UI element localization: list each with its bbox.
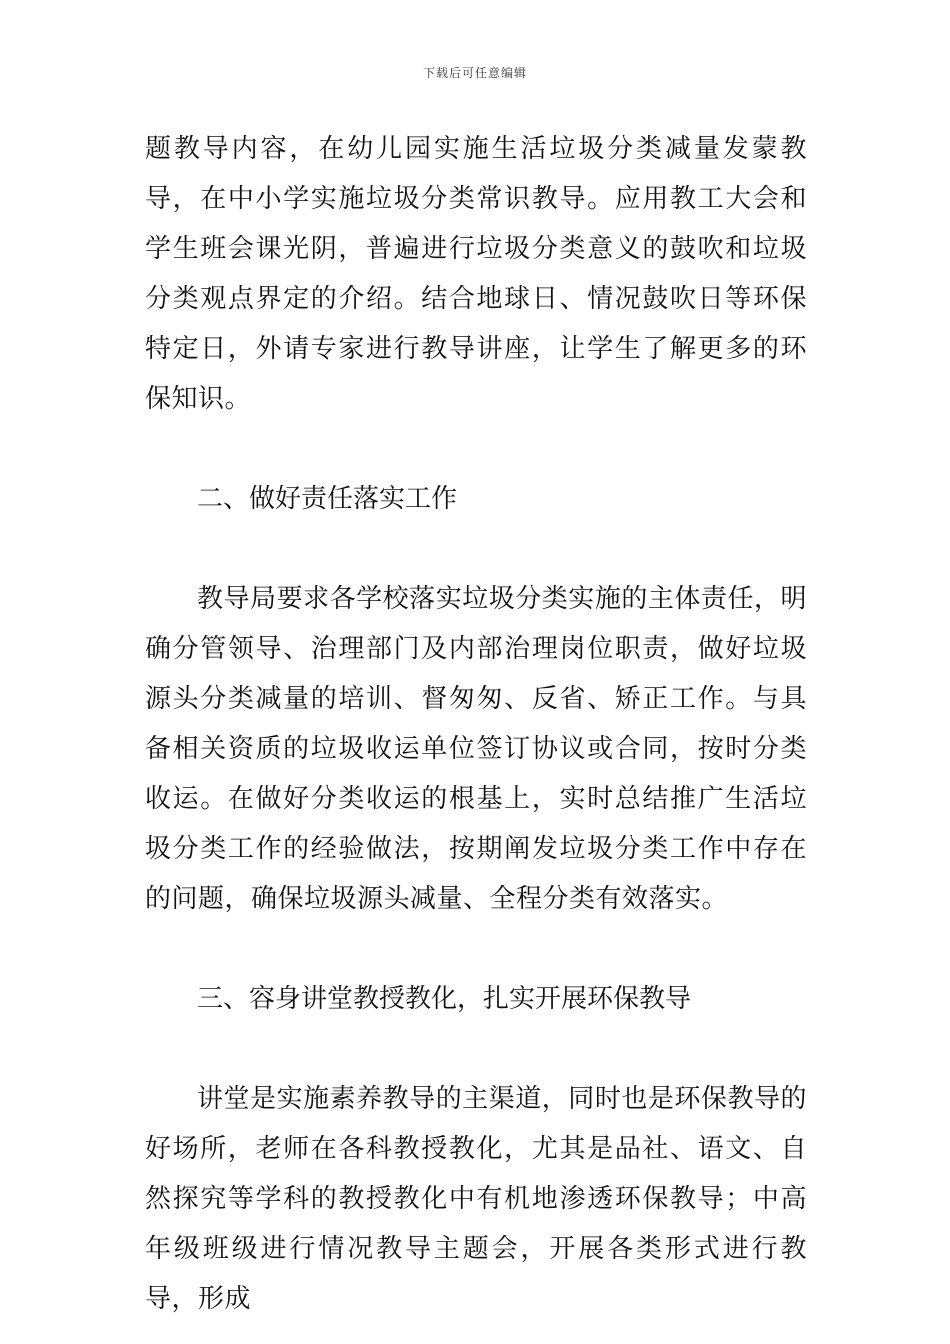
paragraph-gap bbox=[145, 924, 807, 974]
paragraph-gap bbox=[145, 524, 807, 574]
document-body bbox=[145, 124, 807, 1324]
paragraph-1: 题教导内容，在幼儿园实施生活垃圾分类减量发蒙教导，在中小学实施垃圾分类常识教导。应用教工大会和学生班会课光阴，普遍进行垃圾分类意义的鼓吹和垃圾分类观点界定的介绍。结合地球日、情况鼓吹日等环保特定日，外请专家进行教导讲座，让学生了解更多的环保知识。 bbox=[145, 134, 807, 414]
paragraph-gap bbox=[145, 424, 807, 474]
paragraph-3: 讲堂是实施素养教导的主渠道，同时也是环保教导的好场所，老师在各科教授教化，尤其是品社、语文、自然探究等学科的教授教化中有机地渗透环保教导；中高年级班级进行情况教导主题会，开展各类形式进行教导，形成 bbox=[145, 1084, 807, 1314]
section-heading-3: 三、容身讲堂教授教化，扎实开展环保教导 bbox=[197, 984, 692, 1014]
paragraph-gap bbox=[145, 1024, 807, 1074]
page-header: 下载后可任意编辑 bbox=[422, 66, 527, 80]
paragraph-2: 教导局要求各学校落实垃圾分类实施的主体责任，明确分管领导、治理部门及内部治理岗位职责，做好垃圾源头分类减量的培训、督匆匆、反省、矫正工作。与具备相关资质的垃圾收运单位签订协议或合同，按时分类收运。在做好分类收运的根基上，实时总结推广生活垃圾分类工作的经验做法，按期阐发垃圾分类工作中存在的问题，确保垃圾源头减量、全程分类有效落实。 bbox=[145, 584, 807, 914]
section-heading-2: 二、做好责任落实工作 bbox=[197, 484, 458, 514]
